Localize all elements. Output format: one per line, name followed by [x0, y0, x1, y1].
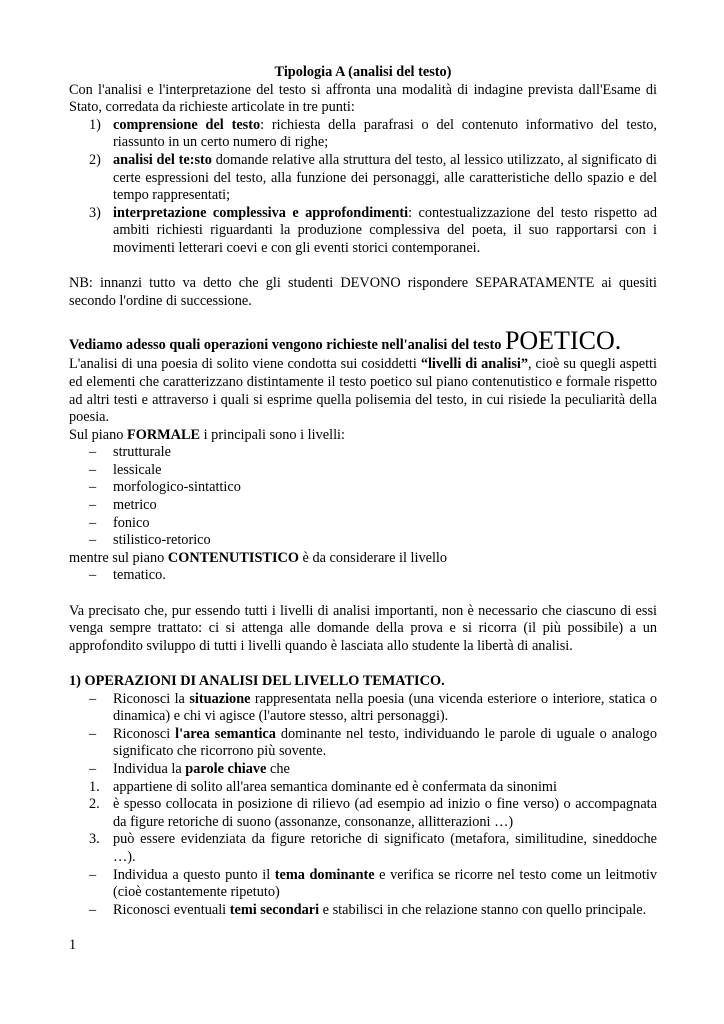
level-text: tematico. [113, 567, 166, 584]
dash-marker: – [89, 866, 97, 883]
text-span: è da considerare il livello [298, 549, 448, 566]
list-number: 1. [89, 778, 100, 795]
text-span: Riconosci [113, 725, 176, 742]
list-number: 3. [89, 831, 100, 848]
point-text: : contestualizzazione del testo rispetto ad ambiti richiesti riguardanti la produzione complessiva del poeta, il suo rapportarsi con i movimenti letterari coevi e con gli eventi storici contemporanei. [113, 204, 657, 256]
list-item [69, 444, 657, 462]
heading-period: . [614, 326, 622, 356]
text-span: mentre sul piano [69, 549, 168, 566]
level-text: lessicale [113, 461, 162, 478]
text-span: che [266, 760, 290, 777]
level-text: morfologico-sintattico [113, 479, 241, 496]
intro-paragraph: Con l'analisi e l'interpretazione del testo si affronta una modalità di indagine prevista dall'Esame di Stato, corredata da richieste articolate in tre punti: [69, 81, 657, 116]
nb-paragraph: NB: innanzi tutto va detto che gli studenti DEVONO rispondere SEPARATAMENTE ai quesiti secondo l'ordine di successione. [69, 275, 657, 309]
section1-list-a [69, 691, 657, 779]
section1-list-b [69, 867, 657, 920]
dash-marker: – [89, 444, 97, 461]
list-item [69, 497, 657, 515]
list-item [69, 205, 657, 258]
dash-marker: – [89, 461, 97, 478]
list-item [69, 117, 657, 152]
page-number: 1 [69, 937, 77, 953]
text-span: i principali sono i livelli: [200, 426, 345, 443]
list-item [69, 726, 657, 761]
precision-paragraph: Va precisato che, pur essendo tutti i livelli di analisi importanti, non è necessario che ciascuno di essi venga sempre trattato: ci si attenga alle domande della prova e si ricorra (il più possibile) a un approfondito sviluppo di tutti i livelli quando è lasciata allo studente la libertà di analisi. [69, 602, 657, 654]
point-text: domande relative alla struttura del testo, al lessico utilizzato, al significato di certe espressioni del testo, alla funzione dei personaggi, alle caratteristiche dello spazio e del tempo rappresentati; [113, 151, 657, 204]
item-text: appartiene di solito all'area semantica dominante ed è confermata da sinonimi [113, 778, 558, 795]
section1-numbered-list [69, 779, 657, 867]
list-item [69, 152, 657, 205]
point-label: interpretazione complessiva e approfondimenti [113, 204, 409, 221]
text-span: rappresentata nella poesia (una vicenda esteriore o interiore, statica o dinamica) e chi vi agisce (l'autore stesso, altri personaggi). [113, 690, 657, 725]
section-heading [69, 326, 657, 356]
list-number: 2. [89, 796, 100, 813]
points-list [69, 117, 657, 258]
list-number: 2) [89, 151, 101, 168]
text-bold: CONTENUTISTICO [167, 549, 299, 566]
text-bold: parole chiave [185, 760, 267, 777]
level-text: strutturale [113, 444, 171, 461]
level-text: stilistico-retorico [113, 532, 211, 549]
item-text: è spesso collocata in posizione di rilievo (ad esempio ad inizio o fine verso) o accompagnata da figure retoriche di suono (assonanze, consonanze, allitterazioni …) [113, 796, 657, 830]
dash-marker: – [89, 901, 97, 918]
point-label: analisi del te:sto [113, 151, 212, 168]
item-text: può essere evidenziata da figure retoriche di significato (metafora, similitudine, sineddoche …). [113, 831, 657, 865]
list-item [69, 796, 657, 831]
text-bold: temi secondari [229, 901, 320, 918]
text-bold: “livelli di analisi” [420, 356, 529, 373]
list-item [69, 515, 657, 533]
heading-big-word: POETICO [504, 326, 615, 356]
text-span: Sul piano [69, 426, 127, 443]
dash-marker: – [89, 514, 97, 531]
formal-intro [69, 427, 657, 445]
dash-marker: – [89, 725, 97, 742]
content-intro [69, 550, 657, 568]
list-number: 3) [89, 204, 101, 221]
section1-title [69, 673, 657, 691]
document-title: Tipologia A (analisi del testo) [274, 64, 452, 80]
text-bold: tema dominante [274, 866, 375, 883]
list-item [69, 567, 657, 585]
list-item [69, 779, 657, 797]
text-span: Individua la [113, 760, 186, 777]
dash-marker: – [89, 690, 97, 707]
text-span: e verifica se ricorre nel testo come un leitmotiv (cioè costantemente ripetuto) [113, 866, 657, 901]
list-item [69, 479, 657, 497]
dash-marker: – [89, 760, 97, 777]
text-span: dominante nel testo, individuando le parole di uguale o analogo significato che ricorrono più sovente. [113, 725, 657, 760]
section-title-text: 1) OPERAZIONI DI ANALISI DEL LIVELLO TEMATICO. [69, 673, 445, 689]
list-item [69, 462, 657, 480]
list-item [69, 761, 657, 779]
dash-marker: – [89, 532, 97, 549]
list-item [69, 532, 657, 550]
text-bold: FORMALE [126, 426, 201, 443]
heading-text: Vediamo adesso quali operazioni vengono richieste nell'analisi del testo [69, 337, 505, 354]
point-label: comprensione del testo [113, 116, 261, 133]
point-text: : richiesta della parafrasi o del contenuto informativo del testo, riassunto in un certo numero di righe; [113, 116, 658, 151]
text-span: Individua a questo punto il [113, 866, 275, 883]
list-item [69, 902, 657, 920]
dash-marker: – [89, 479, 97, 496]
text-span: Riconosci eventuali [113, 901, 230, 918]
text-span: , cioè su quegli aspetti ed elementi che caratterizzano distintamente il testo poetico sul piano contenutistico e formale rispetto ad altri testi e attraverso i quali si esprime quella polisemia del testo, in cui risiede la peculiarità della poesia. [69, 356, 657, 426]
dash-marker: – [89, 567, 97, 584]
text-bold: situazione [189, 690, 251, 707]
dash-marker: – [89, 497, 97, 514]
levels-paragraph [69, 356, 657, 426]
text-span: e stabilisci in che relazione stanno con quello principale. [319, 901, 647, 918]
list-item [69, 867, 657, 902]
level-text: fonico [113, 514, 150, 531]
content-levels-list [69, 567, 657, 585]
level-text: metrico [113, 497, 157, 514]
text-span: L'analisi di una poesia di solito viene condotta sui cosiddetti [69, 356, 421, 373]
list-item [69, 691, 657, 726]
formal-levels-list [69, 444, 657, 550]
list-item [69, 831, 657, 866]
document-page [69, 64, 657, 919]
text-span: Riconosci la [113, 690, 190, 707]
list-number: 1) [89, 116, 101, 133]
text-bold: l'area semantica [175, 725, 276, 742]
